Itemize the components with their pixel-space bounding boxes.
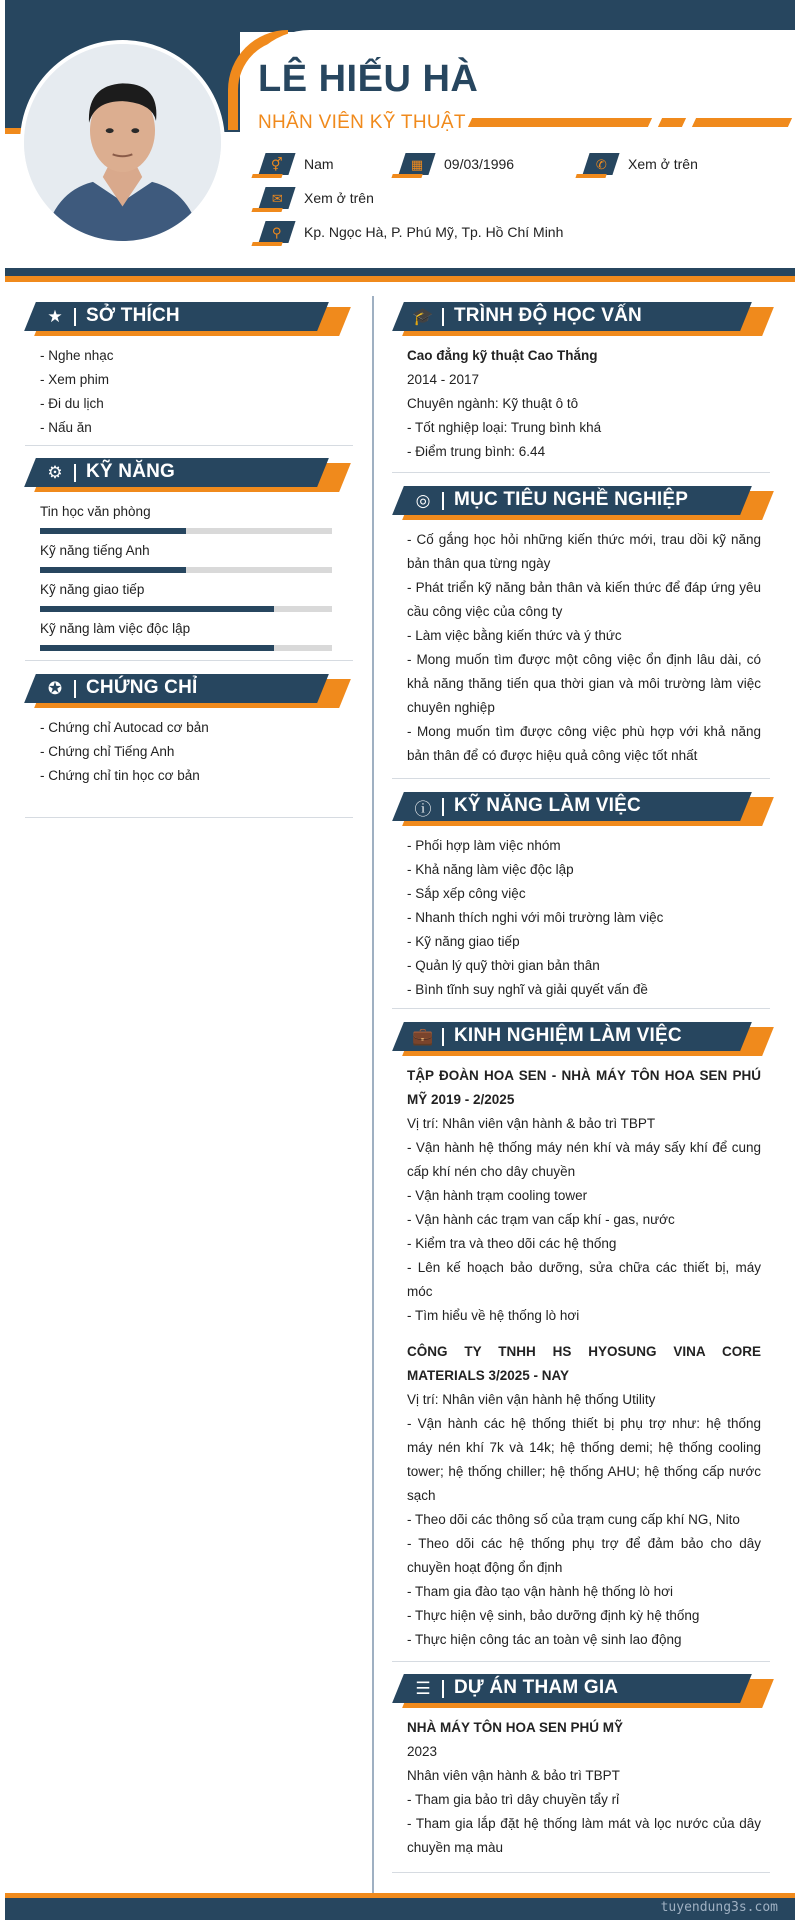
skill-item: Kỹ năng tiếng Anh [40,541,332,573]
list-item: - Vận hành các hệ thống thiết bị phụ trợ như: hệ thống máy nén khí 7k và 14k; hệ thống demi; hệ thống cooling tower; hệ thống chiller; hệ thống AHU; hệ thống cấp nước sạch [407,1416,761,1503]
skill-bar [40,645,332,651]
list-item: - Cố gắng học hỏi những kiến thức mới, trau dồi kỹ năng bản thân qua từng ngày [407,532,761,571]
list-item: - Phối hợp làm việc nhóm [407,838,561,853]
header-band [5,0,795,32]
gear-icon: ⚙ [47,463,63,482]
list-item: - Xem phim [40,372,110,387]
job-title: NHÂN VIÊN KỸ THUẬT [258,112,466,133]
list-item: - Vận hành các trạm van cấp khí - gas, nước [407,1212,675,1227]
info-icon: ⓘ [414,799,432,819]
list-item: - Thực hiện vệ sinh, bảo dưỡng định kỳ hệ thống [407,1608,700,1623]
birthdate-value: 09/03/1996 [444,156,515,172]
list-item: - Vận hành trạm cooling tower [407,1188,588,1203]
school-name: Cao đẳng kỹ thuật Cao Thắng [407,348,598,363]
section-divider [25,445,353,446]
section-divider [392,778,770,779]
header-rule-accent [5,276,795,282]
email-value: Xem ở trên [304,190,374,206]
list-item: - Nghe nhạc [40,348,114,363]
list-item: - Vận hành hệ thống máy nén khí và máy sấy khí để cung cấp khí nén cho dây chuyền [407,1140,761,1179]
section-divider [392,1872,770,1873]
section-hobbies-title: ★ SỞ THÍCH [30,302,335,334]
list-item: - Tìm hiểu về hệ thống lò hơi [407,1308,580,1323]
list-item: - Mong muốn tìm được một công việc ổn định lâu dài, có khả năng thăng tiến qua thời gian và môi trường làm việc chuyên nghiệp [407,652,761,715]
watermark: tuyendung3s.com [660,1900,778,1915]
header-rule [5,268,795,276]
list-item: - Chứng chỉ tin học cơ bản [40,768,200,783]
skill-item: Tin học văn phòng [40,502,332,534]
list-item: - Làm việc bằng kiến thức và ý thức [407,628,622,643]
contact-birthdate [402,153,514,175]
list-item: - Mong muốn tìm được công việc phù hợp với khả năng bản thân để có được hiệu quả công việc tốt nhất [407,724,761,763]
skill-bar [40,606,332,612]
section-divider [25,660,353,661]
experience-job-1 [407,1064,761,1328]
list-item: - Lên kế hoạch bảo dưỡng, sửa chữa các thiết bị, máy móc [407,1260,761,1299]
gender-value: Nam [304,156,334,172]
gender-icon: ⚥ [258,153,295,175]
list-item: - Sắp xếp công việc [407,886,526,901]
project-role: Nhân viên vận hành & bảo trì TBPT [407,1768,620,1783]
contact-phone [586,153,698,175]
calendar-icon: ▦ [398,153,435,175]
briefcase-icon: 💼 [412,1027,434,1046]
objective-list [407,528,761,768]
list-item: - Khả năng làm việc độc lập [407,862,574,877]
company-name: CÔNG TY TNHH HS HYOSUNG VINA CORE MATERIALS 3/2025 - NAY [407,1344,761,1383]
contact-address [262,221,563,243]
section-divider [392,1008,770,1009]
section-divider [25,817,353,818]
list-item: - Bình tĩnh suy nghĩ và giải quyết vấn đề [407,982,648,997]
certificates-list [40,716,340,788]
skill-item: Kỹ năng làm việc độc lập [40,619,332,651]
section-skills-title: ⚙ KỸ NĂNG [30,458,335,490]
list-item: - Nhanh thích nghi với môi trường làm việc [407,910,664,925]
list-item: - Tham gia đào tạo vận hành hệ thống lò hơi [407,1584,674,1599]
candidate-name: LÊ HIẾU HÀ [258,58,479,100]
work-skills-list [407,834,761,1002]
section-education-title: 🎓 TRÌNH ĐỘ HỌC VẤN [398,302,758,334]
target-icon: ◎ [415,491,431,510]
list-item: - Kỹ năng giao tiếp [407,934,520,949]
skill-bar [40,567,332,573]
column-divider [372,296,374,1906]
section-experience-title: 💼 KINH NGHIỆM LÀM VIỆC [398,1022,758,1054]
graduation-cap-icon: 🎓 [412,307,434,326]
education-years: 2014 - 2017 [407,372,480,387]
list-item: - Đi du lịch [40,396,104,411]
job-position: Vị trí: Nhân viên vận hành & bảo trì TBPT [407,1116,656,1131]
award-icon: ✪ [47,679,63,698]
skill-bar [40,528,332,534]
section-divider [392,472,770,473]
project-year: 2023 [407,1744,438,1759]
section-certificates-title: ✪ CHỨNG CHỈ [30,674,335,706]
education-grade: - Tốt nghiệp loại: Trung bình khá [407,420,602,435]
list-item: - Chứng chỉ Tiếng Anh [40,744,175,759]
contact-gender [262,153,334,175]
section-divider [392,1661,770,1662]
avatar [20,40,225,245]
section-objective-title: ◎ MỤC TIÊU NGHỀ NGHIỆP [398,486,758,518]
list-item: - Kiểm tra và theo dõi các hệ thống [407,1236,617,1251]
title-accent-bar [658,118,686,127]
phone-icon: ✆ [582,153,619,175]
skill-item: Kỹ năng giao tiếp [40,580,332,612]
list-item: - Nấu ăn [40,420,92,435]
education-major: Chuyên ngành: Kỹ thuật ô tô [407,396,579,411]
title-accent-bar [692,118,792,127]
list-item: - Theo dõi các thông số của trạm cung cấp khí NG, Nito [407,1512,740,1527]
education-gpa: - Điểm trung bình: 6.44 [407,444,546,459]
projects-details [407,1716,761,1860]
project-name: NHÀ MÁY TÔN HOA SEN PHÚ MỸ [407,1720,624,1735]
experience-job-2 [407,1340,761,1652]
contact-email [262,187,374,209]
email-icon: ✉ [258,187,295,209]
location-icon: ⚲ [258,221,295,243]
list-item: - Chứng chỉ Autocad cơ bản [40,720,209,735]
list-item: - Theo dõi các hệ thống phụ trợ để đảm bảo cho dây chuyền hoạt động ổn định [407,1536,761,1575]
address-value: Kp. Ngọc Hà, P. Phú Mỹ, Tp. Hồ Chí Minh [304,224,564,240]
education-details [407,344,761,464]
list-item: - Quản lý quỹ thời gian bản thân [407,958,600,973]
list-item: - Tham gia bảo trì dây chuyền tẩy rỉ [407,1792,620,1807]
section-work-skills-title: ⓘ KỸ NĂNG LÀM VIỆC [398,792,758,824]
job-position: Vị trí: Nhân viên vận hành hệ thống Utility [407,1392,656,1407]
star-icon: ★ [47,307,63,326]
hobbies-list [40,344,340,440]
title-accent-bar [468,118,652,127]
list-item: - Tham gia lắp đặt hệ thống làm mát và lọc nước của dây chuyền mạ màu [407,1816,761,1855]
layers-icon: ☰ [415,1679,431,1698]
section-projects-title: ☰ DỰ ÁN THAM GIA [398,1674,758,1706]
avatar-photo [24,44,221,241]
company-name: TẬP ĐOÀN HOA SEN - NHÀ MÁY TÔN HOA SEN PHÚ MỸ 2019 - 2/2025 [407,1068,761,1107]
phone-value: Xem ở trên [628,156,698,172]
list-item: - Thực hiện công tác an toàn vệ sinh lao động [407,1632,682,1647]
list-item: - Phát triển kỹ năng bản thân và kiến thức để đáp ứng yêu cầu công việc của công ty [407,580,761,619]
